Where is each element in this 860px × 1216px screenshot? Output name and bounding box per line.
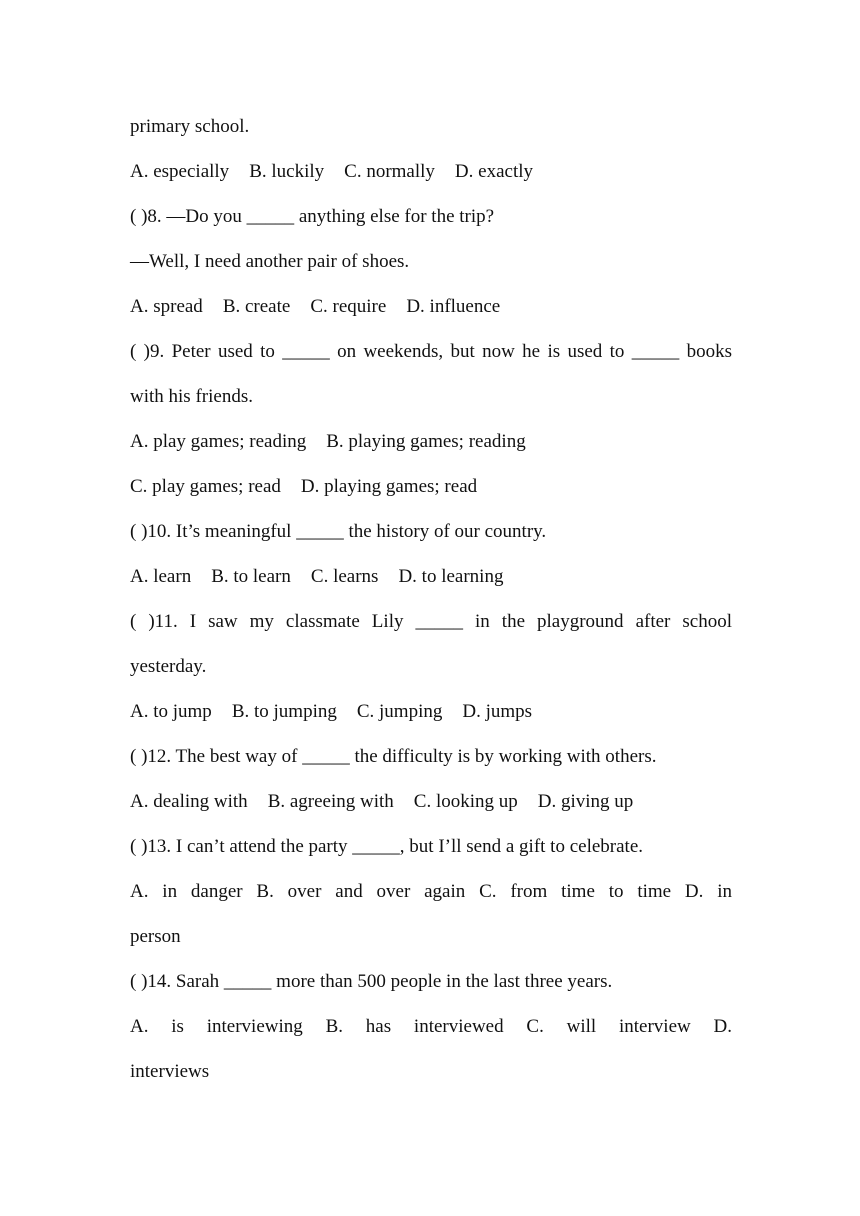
options-line [130,779,732,824]
question-14: ( )14. Sarah _____ more than 500 people in the last three years. [130,971,613,992]
option-b: B. to learn [211,566,291,587]
option-c: C. normally [344,161,435,182]
option-b: B. create [222,296,291,317]
question-11: ( )11. I saw my classmate Lily _____ in the playground after school [130,611,732,632]
question-13: ( )13. I can’t attend the party _____, but I’ll send a gift to celebrate. [130,836,643,857]
text-line: person [130,926,181,947]
options-line [130,419,732,464]
text-line: yesterday. [130,656,207,677]
option-a: A. dealing with [130,791,248,812]
option-d: D. influence [406,296,501,317]
options-line [130,689,732,734]
question-12: ( )12. The best way of _____ the difficulty is by working with others. [130,746,657,767]
option-d: D. playing games; read [300,476,478,497]
option-c: C. looking up [413,791,518,812]
options-line [130,554,732,599]
text-line: —Well, I need another pair of shoes. [130,251,410,272]
option-a: A. especially [130,161,230,182]
option-a: A. to jump [130,701,212,722]
option-c: C. jumping [356,701,443,722]
option-a: A. spread [130,296,203,317]
text-line: with his friends. [130,386,253,407]
option-d: D. giving up [537,791,634,812]
option-c: C. require [310,296,387,317]
option-d: D. jumps [462,701,533,722]
option-b: B. to jumping [231,701,337,722]
question-8: ( )8. —Do you _____ anything else for the trip? [130,206,495,227]
options-line: A. in danger B. over and over again C. from time to time D. in [130,881,732,902]
options-line [130,284,732,329]
option-d: D. to learning [398,566,504,587]
options-line: A. is interviewing B. has interviewed C. will interview D. [130,1016,732,1037]
question-9: ( )9. Peter used to _____ on weekends, but now he is used to _____ books [130,341,732,362]
option-a: A. learn [130,566,192,587]
option-a: A. play games; reading [130,431,307,452]
text-line: interviews [130,1061,210,1082]
options-line [130,149,732,194]
question-10: ( )10. It’s meaningful _____ the history of our country. [130,521,547,542]
option-b: B. luckily [249,161,325,182]
document-page [130,104,732,1094]
option-d: D. exactly [454,161,533,182]
options-line [130,464,732,509]
text-line: primary school. [130,116,250,137]
option-c: C. play games; read [130,476,281,497]
option-b: B. agreeing with [267,791,394,812]
option-c: C. learns [310,566,379,587]
option-b: B. playing games; reading [326,431,526,452]
